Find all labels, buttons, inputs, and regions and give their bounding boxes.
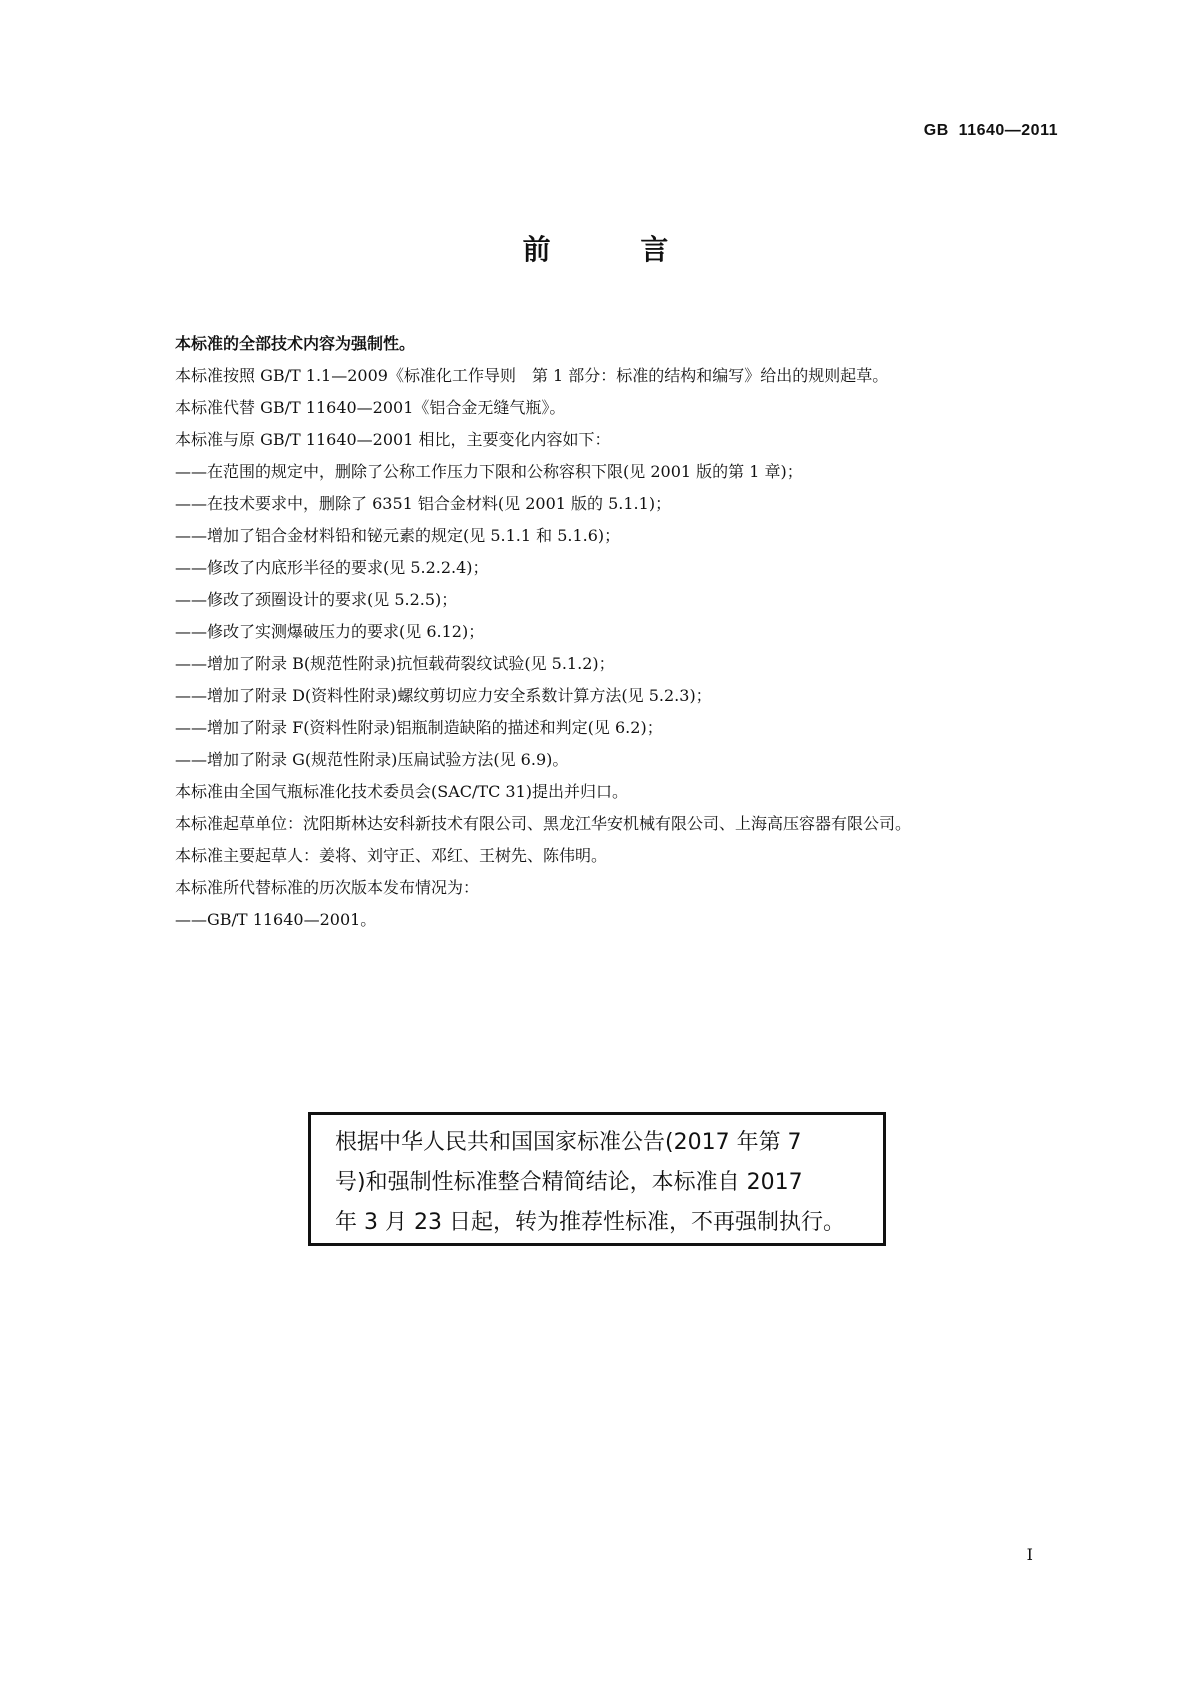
paragraph-drafting-rules: 本标准按照 GB/T 1.1—2009《标准化工作导则 第 1 部分：标准的结构和编写》给出的规则起草。 [175,366,889,385]
notice-line: 号)和强制性标准整合精简结论，本标准自 2017 [335,1170,803,1195]
notice-line: 年 3 月 23 日起，转为推荐性标准，不再强制执行。 [335,1210,845,1235]
change-item: ——在技术要求中，删除了 6351 铝合金材料(见 2001 版的 5.1.1)； [175,494,672,513]
paragraph-proposed-by: 本标准由全国气瓶标准化技术委员会(SAC/TC 31)提出并归口。 [175,782,628,801]
change-item: ——增加了附录 F(资料性附录)铝瓶制造缺陷的描述和判定(见 6.2)； [175,718,663,737]
paragraph-drafting-units: 本标准起草单位：沈阳斯林达安科新技术有限公司、黑龙江华安机械有限公司、上海高压容器有限公司。 [175,814,912,833]
standard-number: GB 11640—2011 [923,122,1058,139]
change-item: ——增加了铝合金材料铅和铋元素的规定(见 5.1.1 和 5.1.6)； [175,526,621,545]
paragraph-history-intro: 本标准所代替标准的历次版本发布情况为： [175,878,480,897]
change-item: ——增加了附录 D(资料性附录)螺纹剪切应力安全系数计算方法(见 5.2.3)； [175,686,712,705]
change-item: ——在范围的规定中，删除了公称工作压力下限和公称容积下限(见 2001 版的第 1 章)； [175,462,803,481]
paragraph-drafters: 本标准主要起草人：姜将、刘守正、邓红、王树先、陈伟明。 [175,846,608,865]
change-item: ——增加了附录 B(规范性附录)抗恒载荷裂纹试验(见 5.1.2)； [175,654,615,673]
paragraph-changes-intro: 本标准与原 GB/T 11640—2001 相比，主要变化内容如下： [175,430,611,449]
change-item: ——修改了内底形半径的要求(见 5.2.2.4)； [175,558,489,577]
page-number: I [1026,1545,1033,1564]
history-item: ——GB/T 11640—2001。 [175,910,377,929]
foreword-body [133,328,1061,936]
change-item: ——修改了颈圈设计的要求(见 5.2.5)； [175,590,458,609]
change-item: ——增加了附录 G(规范性附录)压扁试验方法(见 6.9)。 [175,750,569,769]
notice-line: 根据中华人民共和国国家标准公告(2017 年第 7 [335,1130,802,1155]
page-title: 前 言 [522,233,709,266]
change-item: ——修改了实测爆破压力的要求(见 6.12)； [175,622,485,641]
paragraph-mandatory: 本标准的全部技术内容为强制性。 [175,334,416,353]
paragraph-replaces: 本标准代替 GB/T 11640—2001《铝合金无缝气瓶》。 [175,398,566,417]
notice-box [308,1112,886,1246]
